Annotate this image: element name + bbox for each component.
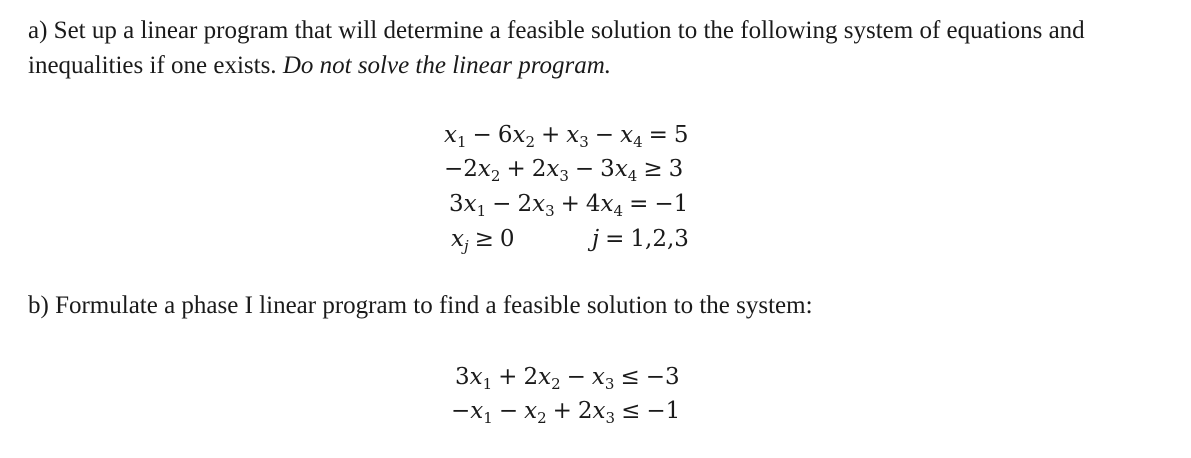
system-a-eq-3-rhs: −1 [654,191,689,217]
system-b-eq-2-rhs: −1 [646,398,681,424]
part-a-line-2-italic: Do not solve the linear program. [282,52,612,79]
system-a-eq-1-rhs: 5 [673,122,689,148]
system-a-eq-1: $x_1 - 6x_2 + x_3 - x_4 = 5$ [444,122,689,151]
system-a-eq-3: $3x_1 - 2x_3 + 4x_4 = -1$ [449,191,689,220]
system-a-nonneg-rhs: 0 [499,226,515,252]
system-b-eq-1: $3x_1 + 2x_2 - x_3 \le -3$ [455,364,680,393]
system-b-eq-2: $-x_1 - x_2 + 2x_3 \le -1$ [451,398,681,427]
part-a-line-2 [28,49,611,83]
system-a-index-values: 1,2,3 [630,226,689,252]
system-a-eq-2: $-2x_2 + 2x_3 - 3x_4 \ge 3$ [444,156,684,185]
system-a-index-range: j = 1,2,3 [592,226,689,252]
system-a-eq-2-rhs: 3 [668,156,684,182]
system-a-nonneg: $x_j \ge 0$ [451,226,515,255]
system-b-eq-1-rhs: −3 [645,364,680,390]
part-a-line-1: a) Set up a linear program that will determine a feasible solution to the following system of equations and [28,17,1085,44]
part-b-line-1: b) Formulate a phase I linear program to find a feasible solution to the system: [28,292,813,319]
part-a-line-2-text: inequalities if one exists. [28,52,277,79]
